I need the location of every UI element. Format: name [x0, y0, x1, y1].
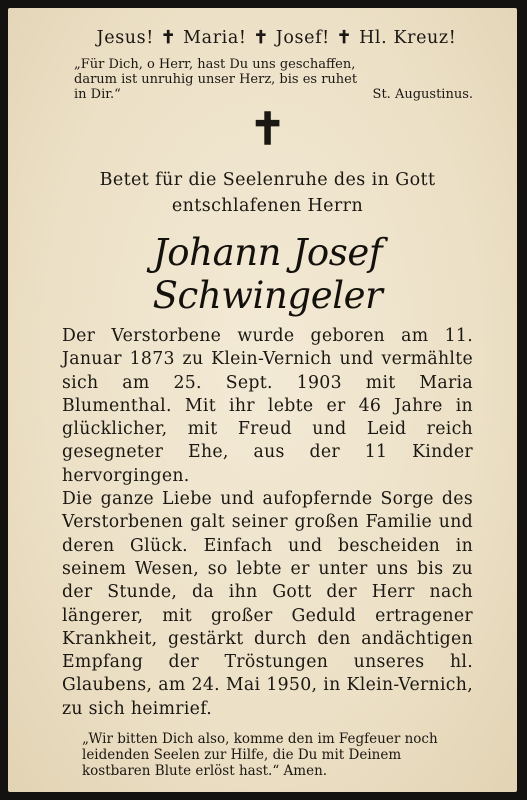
biography-paragraph-1: Der Verstorbene wurde geboren am 11. Januar 1873 zu Klein-Vernich und vermählte sich am 25. Sept. 1903 mit Maria Blumenthal. Mit ihr lebte er 46 Jahre in glücklicher, mit Freud und Leid reich gesegneter Ehe, aus der 11 Kinder hervorgingen. — [62, 326, 473, 486]
invocation-maria: Maria! — [183, 28, 247, 48]
closing-prayer: „Wir bitten Dich also, komme den im Fegfeuer noch leidenden Seelen zur Hilfe, die Du mit Deinem kostbaren Blute erlöst hast.“ Amen. — [82, 731, 438, 780]
quote-line: in Dir.“ — [74, 87, 121, 102]
cross-icon: ✝ — [160, 28, 177, 48]
intro-line: Betet für die Seelenruhe des in Gott — [99, 170, 436, 190]
prayer-intro — [62, 167, 473, 219]
invocation-josef: Josef! — [275, 28, 330, 48]
large-cross-icon: ✝ — [249, 104, 286, 155]
invocation-kreuz: Hl. Kreuz! — [359, 28, 457, 48]
biography-paragraph-2: Die ganze Liebe und aufopfernde Sorge des Verstorbenen galt seiner großen Familie und deren Glück. Einfach und bescheiden in seinem Wesen, so lebte er unter uns bis zu der Stunde, da ihn Gott der Herr nach längerer, mit großer Geduld ertragener Krankheit, gestärkt durch den andächtigen Empfang der Tröstungen unseres hl. Glaubens, am 24. Mai 1950, in Klein-Vernich, zu sich heimrief. — [62, 489, 473, 719]
quote-line: darum ist unruhig unser Herz, bis es ruhet — [74, 72, 358, 87]
invocation-line — [62, 28, 473, 48]
quote-source: St. Augustinus. — [372, 87, 473, 102]
cross-icon: ✝ — [336, 28, 353, 48]
cross-icon: ✝ — [253, 28, 269, 48]
augustine-quote — [74, 57, 473, 102]
invocation-jesus: Jesus! — [96, 28, 154, 48]
intro-line: entschlafenen Herrn — [171, 196, 364, 216]
quote-line: „Für Dich, o Herr, hast Du uns geschaffen, — [74, 57, 356, 72]
deceased-name: Johann Josef Schwingeler — [152, 231, 383, 317]
card-paper — [8, 8, 517, 792]
